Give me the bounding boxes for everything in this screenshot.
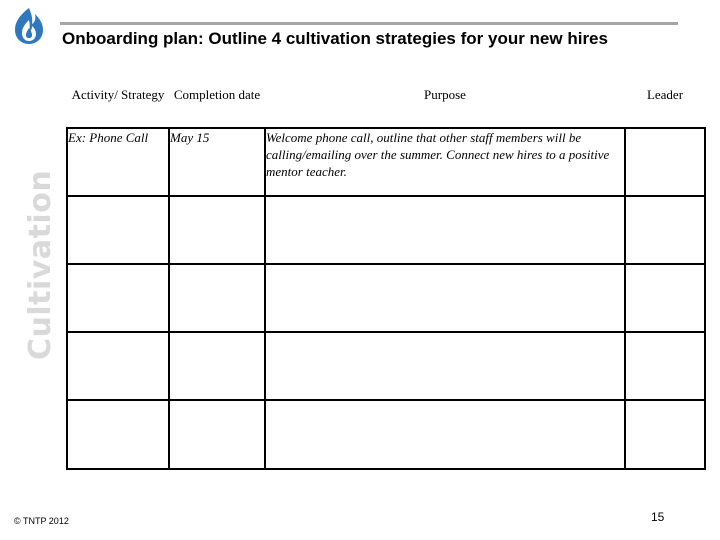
table-row [67,128,705,196]
column-header-completion-date: Completion date [173,87,261,102]
table-row [67,264,705,332]
column-header-leader: Leader [646,87,684,102]
table-cell-leader[interactable] [625,400,705,469]
table-cell-activity[interactable]: Ex: Phone Call [67,128,169,196]
onboarding-plan-table [66,80,706,470]
table-cell-leader[interactable] [625,196,705,264]
table-row [67,196,705,264]
table-cell-completion-date[interactable]: May 15 [169,128,265,196]
table-cell-activity[interactable] [67,264,169,332]
header-rule [60,22,678,25]
table-cell-completion-date[interactable] [169,400,265,469]
table-row [67,332,705,400]
cultivation-side-label: Cultivation [23,169,58,360]
table-cell-completion-date[interactable] [169,264,265,332]
copyright-notice: © TNTP 2012 [14,516,69,526]
table-cell-leader[interactable] [625,332,705,400]
table-row [67,400,705,469]
table-cell-purpose[interactable]: Welcome phone call, outline that other staff members will be calling/emailing over the summer. Connect new hires to a positive mentor teacher. [265,128,625,196]
table-cell-leader[interactable] [625,264,705,332]
column-header-activity: Activity/ Strategy [71,87,165,102]
table-cell-activity[interactable] [67,332,169,400]
page-title: Onboarding plan: Outline 4 cultivation strategies for your new hires [62,29,608,48]
page-number: 15 [651,510,665,524]
table-cell-purpose[interactable] [265,332,625,400]
table-cell-activity[interactable] [67,196,169,264]
table-cell-completion-date[interactable] [169,332,265,400]
table-cell-leader[interactable] [625,128,705,196]
table-cell-purpose[interactable] [265,264,625,332]
flame-logo-icon [12,7,46,45]
table-header-row [67,80,705,128]
column-header-purpose: Purpose [424,87,466,102]
table-cell-activity[interactable] [67,400,169,469]
table-cell-completion-date[interactable] [169,196,265,264]
table-cell-purpose[interactable] [265,400,625,469]
table-cell-purpose[interactable] [265,196,625,264]
